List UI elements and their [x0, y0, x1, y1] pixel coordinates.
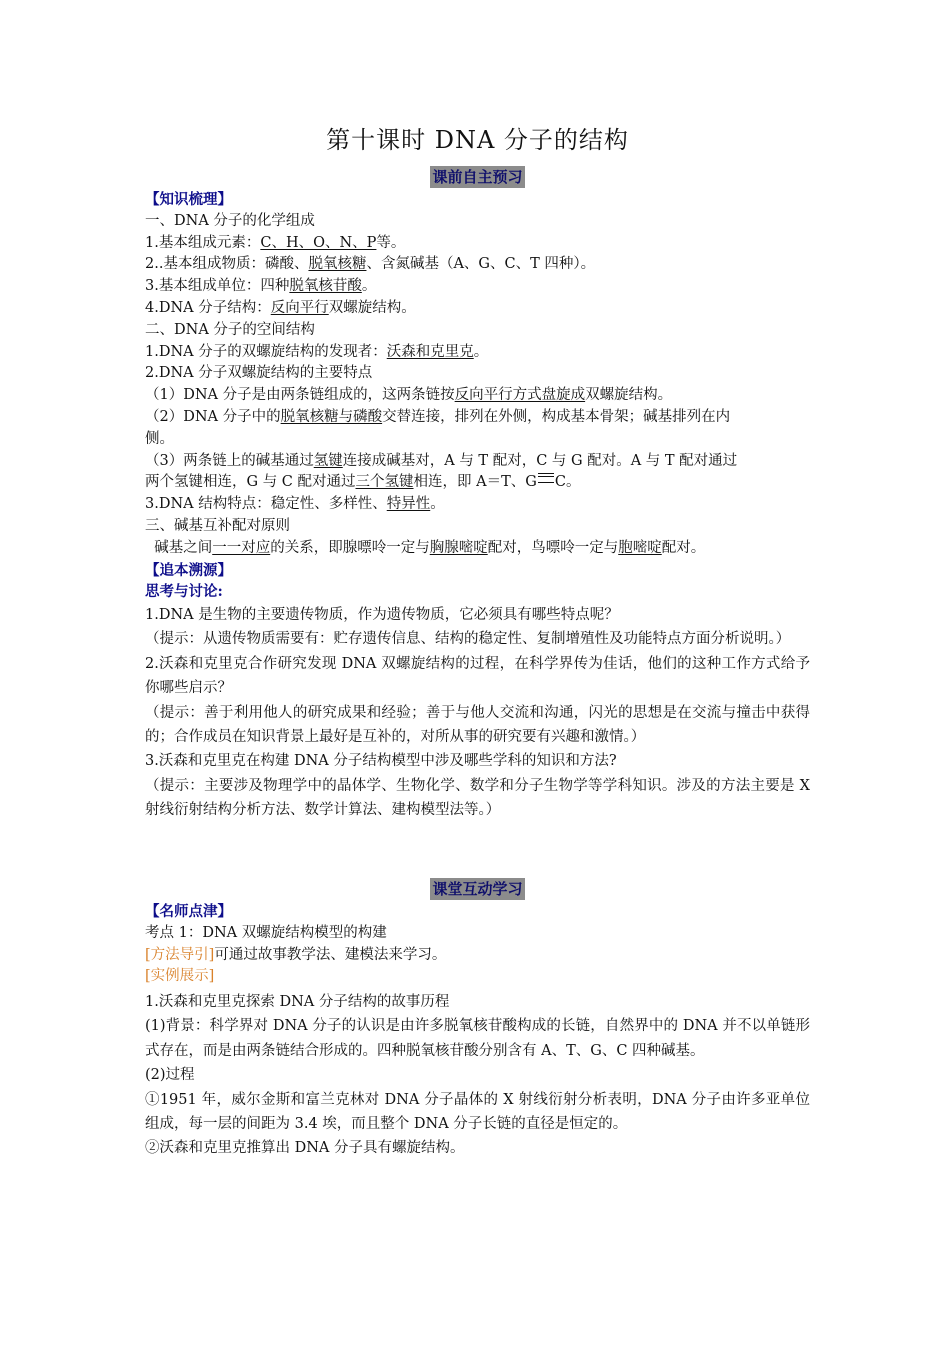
- answer-2: （提示：善于利用他人的研究成果和经验；善于与他人交流和沟通，闪光的思想是在交流与撞击中获得的；合作成员在知识背景上最好是互补的，对所从事的研究要有兴趣和激情。）: [145, 704, 810, 746]
- k2-title: 二、DNA 分子的空间结构: [145, 321, 315, 338]
- answer-3: （提示：主要涉及物理学中的晶体学、生物化学、数学和分子生物学等学科知识。涉及的方法主要是 X 射线衍射结构分析方法、数学计算法、建构模型法等。）: [145, 777, 810, 819]
- example-tag: [实例展示]: [145, 968, 215, 985]
- teacher-section: [145, 901, 810, 988]
- key-point-1: 考点 1：DNA 双螺旋结构模型的构建: [145, 924, 387, 941]
- k2-item-2-3: （3）两条链上的碱基通过氢键连接成碱基对，A 与 T 配对，C 与 G 配对。A 与 T 配对通过: [145, 452, 738, 469]
- trace-heading: 【追本溯源】: [145, 561, 232, 579]
- question-1: 1.DNA 是生物的主要遗传物质，作为遗传物质，它必须具有哪些特点呢？: [145, 607, 619, 623]
- k3-title: 三、碱基互补配对原则: [145, 517, 290, 534]
- k1-item-4: 4.DNA 分子结构：反向平行双螺旋结构。: [145, 299, 416, 316]
- knowledge-heading: 【知识梳理】: [145, 191, 232, 208]
- k2-item-1: 1.DNA 分子的双螺旋结构的发现者：沃森和克里克。: [145, 343, 489, 360]
- k1-item-3: 3.基本组成单位：四种脱氧核苷酸。: [145, 278, 377, 295]
- k2-item-2-3-cont: 两个氢键相连，G 与 C 配对通过三个氢键相连，即 A＝T、G C。: [145, 474, 581, 491]
- section-banner-label: 课前自主预习: [432, 168, 523, 186]
- think-heading: 思考与讨论:: [145, 583, 223, 601]
- k2-item-2: 2.DNA 分子双螺旋结构的主要特点: [145, 365, 373, 382]
- k1-item-2: 2..基本组成物质：磷酸、脱氧核糖、含氮碱基（A、G、C、T 四种）。: [145, 256, 596, 273]
- story-section: [145, 990, 810, 1161]
- story-step-2: ②沃森和克里克推算出 DNA 分子具有螺旋结构。: [145, 1140, 465, 1157]
- story-background: (1)背景：科学界对 DNA 分子的认识是由许多脱氧核苷酸构成的长链，自然界中的 DNA 并不以单链形式存在，而是由两条链结合形成的。四种脱氧核苷酸分别含有 A、T、G、C 四种碱基。: [145, 1018, 810, 1059]
- k1-title: 一、DNA 分子的化学组成: [145, 212, 315, 229]
- method-guide: [方法导引]可通过故事教学法、建模法来学习。: [145, 946, 447, 963]
- discussion-section: [145, 603, 810, 823]
- story-title: 1.沃森和克里克探索 DNA 分子结构的故事历程: [145, 994, 450, 1010]
- question-2: 2.沃森和克里克合作研究发现 DNA 双螺旋结构的过程，在科学界传为佳话，他们的这种工作方式给予你哪些启示？: [145, 655, 810, 697]
- section-banner-classroom: [145, 878, 810, 900]
- triple-bond-icon: [538, 473, 554, 483]
- section-banner-label: 课堂互动学习: [432, 880, 523, 898]
- answer-1: （提示：从遗传物质需要有：贮存遗传信息、结构的稳定性、复制增殖性及功能特点方面分析说明。）: [145, 631, 791, 648]
- k2-item-2-2: （2）DNA 分子中的脱氧核糖与磷酸交替连接，排列在外侧，构成基本骨架；碱基排列在内: [145, 408, 731, 425]
- k2-item-2-1: （1）DNA 分子是由两条链组成的，这两条链按反向平行方式盘旋成双螺旋结构。: [145, 387, 673, 404]
- teacher-heading: 【名师点津】: [145, 903, 232, 920]
- k3-text: 碱基之间一一对应的关系，即腺嘌呤一定与胸腺嘧啶配对，鸟嘌呤一定与胞嘧啶配对。: [145, 539, 706, 556]
- page-title: 第十课时 DNA 分子的结构: [326, 126, 629, 154]
- k2-item-3: 3.DNA 结构特点：稳定性、多样性、特异性。: [145, 496, 445, 513]
- story-process: (2)过程: [145, 1067, 195, 1084]
- question-3: 3.沃森和克里克在构建 DNA 分子结构模型中涉及哪些学科的知识和方法?: [145, 753, 617, 770]
- k1-item-1: 1.基本组成元素：C、H、O、N、P等。: [145, 234, 406, 251]
- story-step-1: ①1951 年，威尔金斯和富兰克林对 DNA 分子晶体的 X 射线衍射分析表明，DNA 分子由许多亚单位组成，每一层的间距为 3.4 埃，而且整个 DNA 分子长链的直径是恒定的。: [145, 1091, 810, 1133]
- k2-item-2-2-cont: 侧。: [145, 430, 174, 447]
- knowledge-section: [145, 189, 810, 603]
- section-banner-preview: [145, 166, 810, 188]
